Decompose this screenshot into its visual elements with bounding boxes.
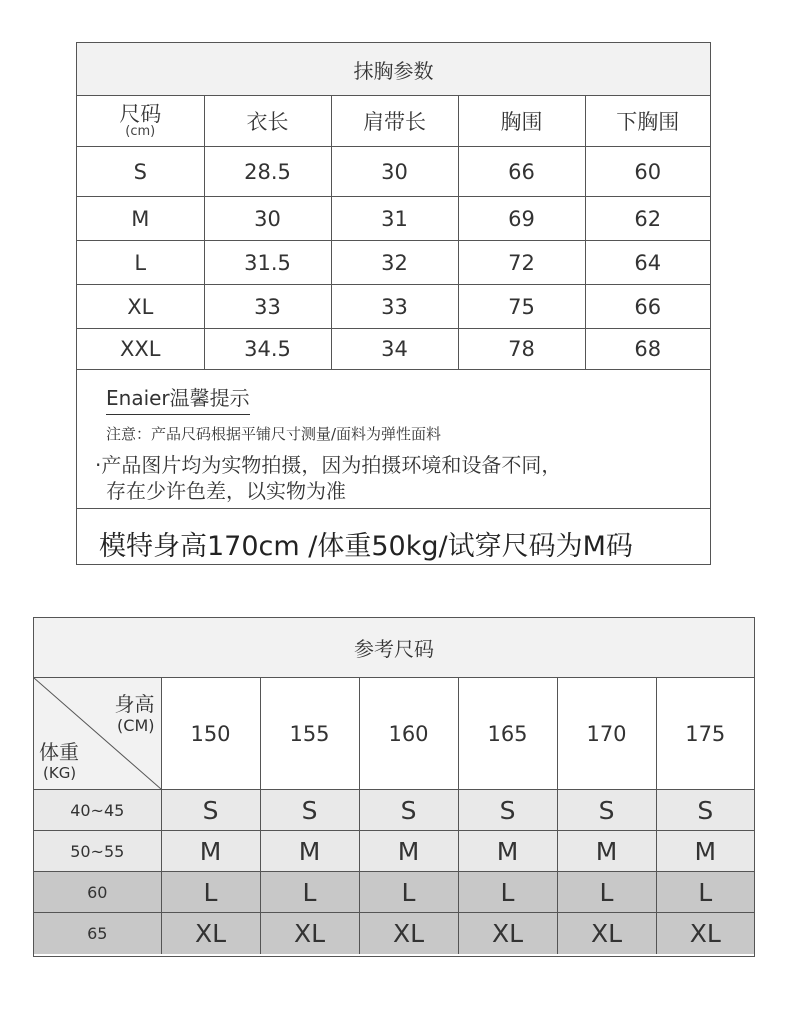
value-cell: 78 bbox=[458, 329, 585, 370]
size-cell: S bbox=[161, 790, 260, 831]
reference-size-grid bbox=[34, 678, 754, 954]
size-cell: M bbox=[77, 197, 204, 241]
weight-unit: (KG) bbox=[43, 764, 77, 782]
value-cell: 32 bbox=[331, 241, 458, 285]
table-row bbox=[77, 285, 710, 329]
value-cell: 30 bbox=[204, 197, 331, 241]
reference-table-title: 参考尺码 bbox=[34, 618, 754, 678]
size-cell: L bbox=[656, 872, 754, 913]
tips-color-note: ·产品图片均为实物拍摄，因为拍摄环境和设备不同， bbox=[95, 453, 562, 477]
height-header: 165 bbox=[458, 678, 557, 790]
size-cell: XL bbox=[359, 913, 458, 955]
size-cell: L bbox=[458, 872, 557, 913]
garment-header-row bbox=[77, 96, 710, 147]
size-cell: XL bbox=[260, 913, 359, 955]
tips-note: 注意：产品尺码根据平铺尺寸测量/面料为弹性面料 bbox=[106, 425, 442, 443]
value-cell: 66 bbox=[585, 285, 710, 329]
column-header: 下胸围 bbox=[585, 96, 710, 147]
value-cell: 34 bbox=[331, 329, 458, 370]
table-row bbox=[34, 831, 754, 872]
size-cell: M bbox=[656, 831, 754, 872]
size-cell: XL bbox=[161, 913, 260, 955]
weight-label: 体重 bbox=[39, 740, 79, 764]
value-cell: 33 bbox=[204, 285, 331, 329]
diagonal-header-cell bbox=[34, 678, 161, 790]
weight-cell: 65 bbox=[34, 913, 161, 955]
reference-size-table bbox=[33, 617, 755, 957]
size-cell: XXL bbox=[77, 329, 204, 370]
value-cell: 28.5 bbox=[204, 147, 331, 197]
size-cell: M bbox=[359, 831, 458, 872]
tips-color-note-cont: 存在少许色差，以实物为准 bbox=[106, 479, 346, 503]
size-cell: S bbox=[359, 790, 458, 831]
value-cell: 66 bbox=[458, 147, 585, 197]
size-cell: M bbox=[161, 831, 260, 872]
size-header-unit: (cm) bbox=[125, 124, 156, 139]
height-header: 170 bbox=[557, 678, 656, 790]
size-cell: L bbox=[77, 241, 204, 285]
garment-table-title: 抹胸参数 bbox=[77, 43, 710, 96]
table-row bbox=[77, 329, 710, 370]
size-cell: S bbox=[656, 790, 754, 831]
size-cell: S bbox=[458, 790, 557, 831]
height-header: 160 bbox=[359, 678, 458, 790]
value-cell: 68 bbox=[585, 329, 710, 370]
value-cell: 31.5 bbox=[204, 241, 331, 285]
size-cell: S bbox=[260, 790, 359, 831]
table-row bbox=[77, 147, 710, 197]
model-info: 模特身高170cm /体重50kg/试穿尺码为M码 bbox=[99, 530, 633, 562]
height-label: 身高 bbox=[114, 692, 155, 716]
size-cell: L bbox=[359, 872, 458, 913]
size-cell: XL bbox=[557, 913, 656, 955]
weight-cell: 40~45 bbox=[34, 790, 161, 831]
garment-size-table bbox=[76, 42, 711, 565]
value-cell: 64 bbox=[585, 241, 710, 285]
table-row bbox=[34, 913, 754, 955]
height-header-row bbox=[34, 678, 754, 790]
size-cell: S bbox=[557, 790, 656, 831]
height-header: 150 bbox=[161, 678, 260, 790]
size-cell: XL bbox=[656, 913, 754, 955]
size-header-label: 尺码 bbox=[119, 102, 162, 126]
value-cell: 62 bbox=[585, 197, 710, 241]
size-cell: M bbox=[458, 831, 557, 872]
value-cell: 30 bbox=[331, 147, 458, 197]
value-cell: 33 bbox=[331, 285, 458, 329]
tips-heading: Enaier温馨提示 bbox=[106, 382, 250, 415]
table-row bbox=[34, 872, 754, 913]
column-header: 肩带长 bbox=[331, 96, 458, 147]
value-cell: 60 bbox=[585, 147, 710, 197]
height-unit: (CM) bbox=[117, 716, 155, 735]
column-header: 胸围 bbox=[458, 96, 585, 147]
size-header-cell bbox=[77, 96, 204, 147]
value-cell: 75 bbox=[458, 285, 585, 329]
table-row bbox=[77, 241, 710, 285]
size-cell: M bbox=[260, 831, 359, 872]
weight-cell: 50~55 bbox=[34, 831, 161, 872]
size-cell: M bbox=[557, 831, 656, 872]
value-cell: 34.5 bbox=[204, 329, 331, 370]
size-cell: L bbox=[557, 872, 656, 913]
table-row bbox=[34, 790, 754, 831]
column-header: 衣长 bbox=[204, 96, 331, 147]
size-cell: XL bbox=[458, 913, 557, 955]
table-row bbox=[77, 197, 710, 241]
garment-measurements bbox=[77, 96, 710, 370]
height-header: 155 bbox=[260, 678, 359, 790]
value-cell: 72 bbox=[458, 241, 585, 285]
size-cell: L bbox=[161, 872, 260, 913]
tips-section bbox=[77, 370, 710, 509]
value-cell: 69 bbox=[458, 197, 585, 241]
value-cell: 31 bbox=[331, 197, 458, 241]
weight-cell: 60 bbox=[34, 872, 161, 913]
size-cell: L bbox=[260, 872, 359, 913]
height-header: 175 bbox=[656, 678, 754, 790]
size-cell: XL bbox=[77, 285, 204, 329]
size-cell: S bbox=[77, 147, 204, 197]
